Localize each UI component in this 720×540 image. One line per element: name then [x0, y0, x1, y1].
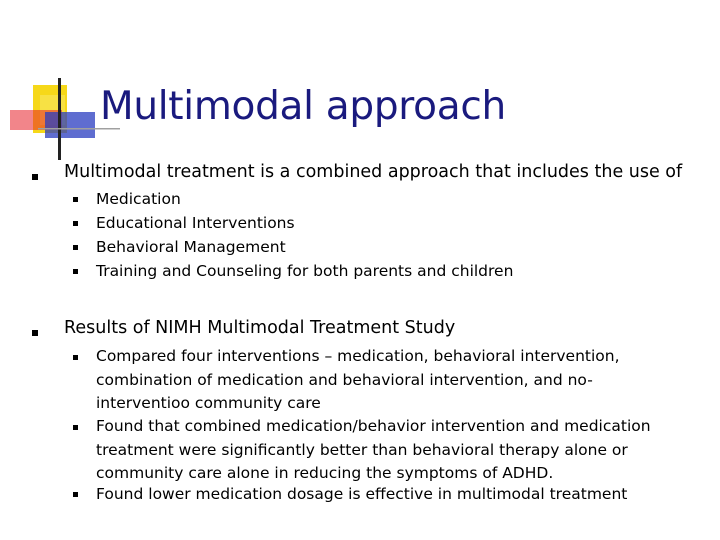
section-heading: Multimodal treatment is a combined approach that includes the use of — [64, 162, 683, 182]
bullet-icon — [32, 174, 38, 180]
list-item: Compared four interventions – medication, behavioral intervention, combination of medication and behavioral intervention, and no-interventioo community care — [96, 347, 620, 412]
section-heading: Results of NIMH Multimodal Treatment Study — [64, 318, 456, 338]
list-item: Medication — [96, 190, 181, 208]
list-item: Found lower medication dosage is effective in multimodal treatment — [96, 485, 628, 503]
list-item: Educational Interventions — [96, 214, 295, 232]
bullet-icon — [73, 425, 78, 430]
bullet-icon — [73, 221, 78, 226]
bullet-icon — [73, 492, 78, 497]
bullet-icon — [73, 197, 78, 202]
list-item: Found that combined medication/behavior intervention and medication treatment were significantly better than behavioral therapy alone or community care alone in reducing the symptoms of ADHD. — [96, 417, 651, 482]
slide-title: Multimodal approach — [100, 84, 506, 129]
list-item: Training and Counseling for both parents and children — [96, 262, 514, 280]
bullet-icon — [73, 355, 78, 360]
bullet-icon — [73, 269, 78, 274]
bullet-icon — [73, 245, 78, 250]
list-item: Behavioral Management — [96, 238, 286, 256]
bullet-icon — [32, 330, 38, 336]
